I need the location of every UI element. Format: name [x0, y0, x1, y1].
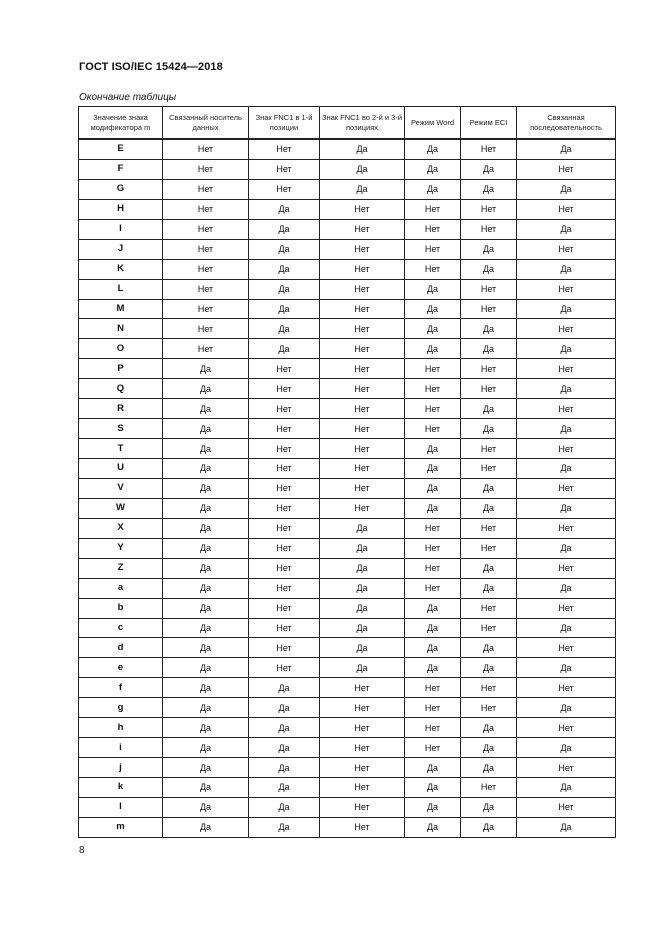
- table-cell: Да: [461, 658, 517, 678]
- table-cell: Нет: [249, 359, 320, 379]
- table-cell: Нет: [517, 159, 616, 179]
- table-cell: Нет: [405, 518, 461, 538]
- table-row: [79, 299, 616, 319]
- table-row: [79, 498, 616, 518]
- column-header: Связанная последовательность: [517, 107, 616, 140]
- table-row: [79, 758, 616, 778]
- modifier-cell: L: [79, 279, 163, 299]
- table-cell: Да: [249, 698, 320, 718]
- column-header: Значение знака модификатора m: [79, 107, 163, 140]
- modifier-cell: G: [79, 179, 163, 199]
- table-row: [79, 439, 616, 459]
- table-row: [79, 797, 616, 817]
- table-row: [79, 379, 616, 399]
- table-cell: Нет: [163, 199, 249, 219]
- page-number: 8: [79, 845, 85, 856]
- table-cell: Нет: [405, 259, 461, 279]
- table-cell: Да: [461, 797, 517, 817]
- table-cell: Нет: [517, 678, 616, 698]
- table-cell: Да: [163, 538, 249, 558]
- column-header: Режим ECI: [461, 107, 517, 140]
- table-cell: Нет: [249, 419, 320, 439]
- table-cell: Нет: [320, 797, 405, 817]
- table-row: [79, 259, 616, 279]
- table-row: [79, 279, 616, 299]
- table-cell: Да: [405, 778, 461, 798]
- modifier-cell: W: [79, 498, 163, 518]
- table-cell: Да: [517, 698, 616, 718]
- table-cell: Нет: [320, 219, 405, 239]
- table-row: [79, 817, 616, 837]
- table-cell: Нет: [517, 598, 616, 618]
- table-cell: Нет: [461, 299, 517, 319]
- table-row: [79, 339, 616, 359]
- table-body: [79, 139, 616, 837]
- modifier-cell: d: [79, 638, 163, 658]
- table-row: [79, 578, 616, 598]
- table-cell: Да: [163, 459, 249, 479]
- table-cell: Да: [405, 758, 461, 778]
- modifier-cell: E: [79, 139, 163, 159]
- table-cell: Да: [405, 638, 461, 658]
- table-cell: Да: [320, 538, 405, 558]
- table-cell: Нет: [461, 219, 517, 239]
- table-row: [79, 459, 616, 479]
- table-cell: Да: [405, 498, 461, 518]
- table-cell: Да: [461, 399, 517, 419]
- table-cell: Да: [163, 778, 249, 798]
- table-cell: Нет: [405, 219, 461, 239]
- table-cell: Да: [320, 618, 405, 638]
- table-cell: Нет: [461, 279, 517, 299]
- table-cell: Нет: [320, 498, 405, 518]
- table-cell: Нет: [517, 758, 616, 778]
- table-cell: Да: [405, 817, 461, 837]
- table-cell: Да: [320, 558, 405, 578]
- table-cell: Нет: [320, 817, 405, 837]
- table-cell: Да: [163, 598, 249, 618]
- modifier-cell: T: [79, 439, 163, 459]
- table-cell: Да: [517, 259, 616, 279]
- table-cell: Да: [249, 758, 320, 778]
- table-cell: Нет: [249, 538, 320, 558]
- table-cell: Да: [163, 678, 249, 698]
- table-cell: Да: [163, 658, 249, 678]
- table-cell: Нет: [163, 339, 249, 359]
- modifier-cell: K: [79, 259, 163, 279]
- table-cell: Да: [517, 459, 616, 479]
- modifier-cell: m: [79, 817, 163, 837]
- table-cell: Да: [405, 179, 461, 199]
- table-cell: Да: [163, 718, 249, 738]
- table-cell: Да: [163, 797, 249, 817]
- table-cell: Да: [405, 797, 461, 817]
- modifier-cell: S: [79, 419, 163, 439]
- table-cell: Нет: [405, 538, 461, 558]
- modifier-cell: N: [79, 319, 163, 339]
- table-cell: Да: [461, 718, 517, 738]
- table-cell: Да: [163, 738, 249, 758]
- modifier-cell: a: [79, 578, 163, 598]
- table-cell: Нет: [517, 199, 616, 219]
- table-cell: Да: [249, 797, 320, 817]
- table-cell: Да: [163, 478, 249, 498]
- table-cell: Да: [517, 339, 616, 359]
- table-cell: Нет: [249, 179, 320, 199]
- table-cell: Да: [405, 439, 461, 459]
- table-row: [79, 399, 616, 419]
- table-row: [79, 518, 616, 538]
- table-cell: Да: [517, 498, 616, 518]
- table-cell: Нет: [461, 698, 517, 718]
- table-cell: Нет: [405, 359, 461, 379]
- table-cell: Да: [163, 379, 249, 399]
- table-row: [79, 598, 616, 618]
- table-cell: Да: [461, 498, 517, 518]
- table-cell: Нет: [461, 199, 517, 219]
- table-row: [79, 778, 616, 798]
- table-cell: Да: [249, 199, 320, 219]
- column-header: Связанный носитель данных: [163, 107, 249, 140]
- table-cell: Нет: [163, 139, 249, 159]
- table-cell: Да: [405, 319, 461, 339]
- table-cell: Да: [517, 578, 616, 598]
- table-cell: Нет: [163, 219, 249, 239]
- table-cell: Да: [249, 339, 320, 359]
- table-cell: Нет: [320, 718, 405, 738]
- table-cell: Нет: [320, 339, 405, 359]
- table-cell: Да: [461, 239, 517, 259]
- table-cell: Да: [249, 718, 320, 738]
- table-cell: Нет: [405, 239, 461, 259]
- table-cell: Да: [320, 658, 405, 678]
- table-cell: Да: [461, 419, 517, 439]
- modifier-cell: F: [79, 159, 163, 179]
- modifier-cell: P: [79, 359, 163, 379]
- table-cell: Нет: [320, 319, 405, 339]
- table-cell: Нет: [461, 538, 517, 558]
- table-cell: Нет: [405, 419, 461, 439]
- table-cell: Нет: [249, 578, 320, 598]
- table-row: [79, 179, 616, 199]
- modifier-cell: R: [79, 399, 163, 419]
- table-cell: Нет: [249, 598, 320, 618]
- modifier-cell: h: [79, 718, 163, 738]
- table-cell: Да: [249, 239, 320, 259]
- table-cell: Да: [461, 578, 517, 598]
- table-cell: Нет: [461, 439, 517, 459]
- table-cell: Нет: [320, 399, 405, 419]
- table-row: [79, 319, 616, 339]
- table-cell: Да: [461, 558, 517, 578]
- table-cell: Нет: [320, 239, 405, 259]
- table-cell: Да: [163, 578, 249, 598]
- table-row: [79, 538, 616, 558]
- table-cell: Нет: [517, 359, 616, 379]
- table-cell: Нет: [517, 399, 616, 419]
- table-cell: Да: [320, 518, 405, 538]
- table-cell: Да: [163, 518, 249, 538]
- table-cell: Нет: [461, 379, 517, 399]
- table-cell: Да: [163, 618, 249, 638]
- table-cell: Нет: [405, 379, 461, 399]
- table-cell: Нет: [461, 618, 517, 638]
- table-cell: Да: [517, 139, 616, 159]
- table-cell: Нет: [517, 518, 616, 538]
- table-cell: Нет: [320, 199, 405, 219]
- modifier-cell: i: [79, 738, 163, 758]
- table-row: [79, 478, 616, 498]
- column-header: Знак FNC1 в 1-й позиции: [249, 107, 320, 140]
- table-cell: Да: [320, 159, 405, 179]
- table-cell: Да: [405, 279, 461, 299]
- table-row: [79, 618, 616, 638]
- modifier-cell: O: [79, 339, 163, 359]
- table-cell: Нет: [249, 478, 320, 498]
- table-cell: Да: [249, 299, 320, 319]
- table-cell: Да: [249, 678, 320, 698]
- table-cell: Нет: [249, 658, 320, 678]
- modifier-cell: Z: [79, 558, 163, 578]
- table-cell: Нет: [163, 179, 249, 199]
- modifier-cell: b: [79, 598, 163, 618]
- table-cell: Нет: [320, 379, 405, 399]
- table-row: [79, 239, 616, 259]
- table-cell: Да: [163, 498, 249, 518]
- table-cell: Да: [320, 139, 405, 159]
- table-cell: Да: [517, 538, 616, 558]
- table-cell: Нет: [249, 618, 320, 638]
- table-cell: Да: [320, 578, 405, 598]
- table-cell: Да: [461, 817, 517, 837]
- table-cell: Да: [517, 658, 616, 678]
- table-cell: Нет: [320, 678, 405, 698]
- modifier-cell: Q: [79, 379, 163, 399]
- table-cell: Нет: [249, 439, 320, 459]
- table-cell: Да: [320, 598, 405, 618]
- table-row: [79, 558, 616, 578]
- table-row: [79, 678, 616, 698]
- modifier-cell: I: [79, 219, 163, 239]
- table-cell: Нет: [163, 159, 249, 179]
- modifier-cell: H: [79, 199, 163, 219]
- table-cell: Да: [320, 179, 405, 199]
- table-cell: Да: [163, 359, 249, 379]
- table-cell: Нет: [517, 638, 616, 658]
- table-cell: Да: [517, 738, 616, 758]
- table-cell: Да: [405, 459, 461, 479]
- table-cell: Да: [163, 817, 249, 837]
- table-row: [79, 718, 616, 738]
- modifier-cell: e: [79, 658, 163, 678]
- table-cell: Нет: [320, 738, 405, 758]
- modifier-cell: J: [79, 239, 163, 259]
- table-cell: Нет: [461, 778, 517, 798]
- table-cell: Нет: [517, 797, 616, 817]
- table-cell: Нет: [405, 199, 461, 219]
- modifier-cell: V: [79, 478, 163, 498]
- table-cell: Да: [517, 219, 616, 239]
- table-cell: Нет: [405, 578, 461, 598]
- table-cell: Нет: [163, 279, 249, 299]
- table-cell: Нет: [320, 758, 405, 778]
- table-cell: Нет: [320, 439, 405, 459]
- table-cell: Нет: [517, 279, 616, 299]
- table-cell: Да: [461, 638, 517, 658]
- table-cell: Нет: [517, 319, 616, 339]
- modifier-cell: c: [79, 618, 163, 638]
- table-cell: Да: [405, 658, 461, 678]
- table-cell: Нет: [249, 498, 320, 518]
- table-cell: Нет: [517, 439, 616, 459]
- table-cell: Да: [163, 698, 249, 718]
- table-cell: Да: [461, 738, 517, 758]
- table-cell: Нет: [461, 139, 517, 159]
- table-row: [79, 219, 616, 239]
- table-cell: Нет: [461, 598, 517, 618]
- table-cell: Да: [405, 618, 461, 638]
- table-cell: Да: [517, 179, 616, 199]
- modifier-cell: k: [79, 778, 163, 798]
- table-cell: Нет: [405, 678, 461, 698]
- table-cell: Нет: [249, 518, 320, 538]
- table-row: [79, 139, 616, 159]
- table-cell: Нет: [249, 379, 320, 399]
- table-cell: Да: [461, 319, 517, 339]
- table-row: [79, 638, 616, 658]
- table-cell: Да: [461, 179, 517, 199]
- table-cell: Да: [163, 439, 249, 459]
- table-cell: Да: [517, 379, 616, 399]
- table-cell: Да: [461, 758, 517, 778]
- table-caption: Окончание таблицы: [79, 92, 177, 103]
- table-cell: Да: [163, 638, 249, 658]
- table-cell: Да: [163, 399, 249, 419]
- table-cell: Да: [249, 319, 320, 339]
- table-cell: Нет: [517, 558, 616, 578]
- table-cell: Да: [249, 279, 320, 299]
- document-title: ГОСТ ISO/IEC 15424—2018: [79, 61, 223, 73]
- table-cell: Нет: [461, 359, 517, 379]
- table-row: [79, 738, 616, 758]
- modifier-cell: j: [79, 758, 163, 778]
- table-cell: Нет: [405, 738, 461, 758]
- table-cell: Да: [405, 339, 461, 359]
- table-cell: Нет: [320, 459, 405, 479]
- table-cell: Да: [461, 478, 517, 498]
- table-cell: Да: [517, 817, 616, 837]
- table-cell: Да: [249, 778, 320, 798]
- table-cell: Нет: [320, 698, 405, 718]
- column-header: Знак FNC1 во 2-й и 3-й позициях: [320, 107, 405, 140]
- table-cell: Нет: [517, 239, 616, 259]
- table-cell: Нет: [163, 259, 249, 279]
- table-cell: Да: [517, 778, 616, 798]
- table-cell: Да: [163, 419, 249, 439]
- table-cell: Да: [517, 419, 616, 439]
- table-row: [79, 359, 616, 379]
- table-cell: Нет: [249, 159, 320, 179]
- table-cell: Да: [405, 478, 461, 498]
- table-cell: Нет: [249, 399, 320, 419]
- table-row: [79, 199, 616, 219]
- modifier-cell: f: [79, 678, 163, 698]
- table-cell: Да: [320, 638, 405, 658]
- table-cell: Да: [461, 259, 517, 279]
- table-cell: Нет: [249, 139, 320, 159]
- table-cell: Да: [163, 758, 249, 778]
- table-row: [79, 698, 616, 718]
- modifier-table: [78, 106, 616, 838]
- table-cell: Нет: [320, 359, 405, 379]
- table-cell: Да: [249, 219, 320, 239]
- table-cell: Нет: [405, 698, 461, 718]
- table-header-row: [79, 107, 616, 140]
- table-cell: Да: [405, 159, 461, 179]
- table-row: [79, 159, 616, 179]
- table-cell: Нет: [320, 778, 405, 798]
- modifier-cell: l: [79, 797, 163, 817]
- table-cell: Да: [461, 339, 517, 359]
- table-cell: Нет: [517, 718, 616, 738]
- table-cell: Нет: [320, 279, 405, 299]
- table-cell: Да: [405, 299, 461, 319]
- table-cell: Нет: [249, 459, 320, 479]
- table-cell: Нет: [320, 478, 405, 498]
- modifier-cell: X: [79, 518, 163, 538]
- table-cell: Нет: [163, 299, 249, 319]
- table-cell: Нет: [320, 299, 405, 319]
- table-cell: Да: [517, 618, 616, 638]
- modifier-cell: U: [79, 459, 163, 479]
- table-cell: Нет: [405, 558, 461, 578]
- table-cell: Нет: [405, 399, 461, 419]
- table-cell: Нет: [461, 678, 517, 698]
- table-cell: Нет: [405, 718, 461, 738]
- table-cell: Да: [249, 738, 320, 758]
- table-cell: Нет: [517, 478, 616, 498]
- column-header: Режим Word: [405, 107, 461, 140]
- table-cell: Нет: [461, 518, 517, 538]
- table-row: [79, 658, 616, 678]
- table-cell: Нет: [461, 459, 517, 479]
- modifier-cell: M: [79, 299, 163, 319]
- table-cell: Нет: [320, 419, 405, 439]
- table-cell: Нет: [320, 259, 405, 279]
- table-cell: Да: [461, 159, 517, 179]
- table-cell: Да: [163, 558, 249, 578]
- modifier-cell: Y: [79, 538, 163, 558]
- table-cell: Нет: [163, 239, 249, 259]
- table-cell: Нет: [249, 558, 320, 578]
- table-cell: Да: [405, 139, 461, 159]
- modifier-cell: g: [79, 698, 163, 718]
- table-cell: Да: [249, 259, 320, 279]
- table-cell: Нет: [163, 319, 249, 339]
- table-cell: Да: [517, 299, 616, 319]
- table-cell: Нет: [249, 638, 320, 658]
- table-row: [79, 419, 616, 439]
- table-cell: Да: [249, 817, 320, 837]
- table-cell: Да: [405, 598, 461, 618]
